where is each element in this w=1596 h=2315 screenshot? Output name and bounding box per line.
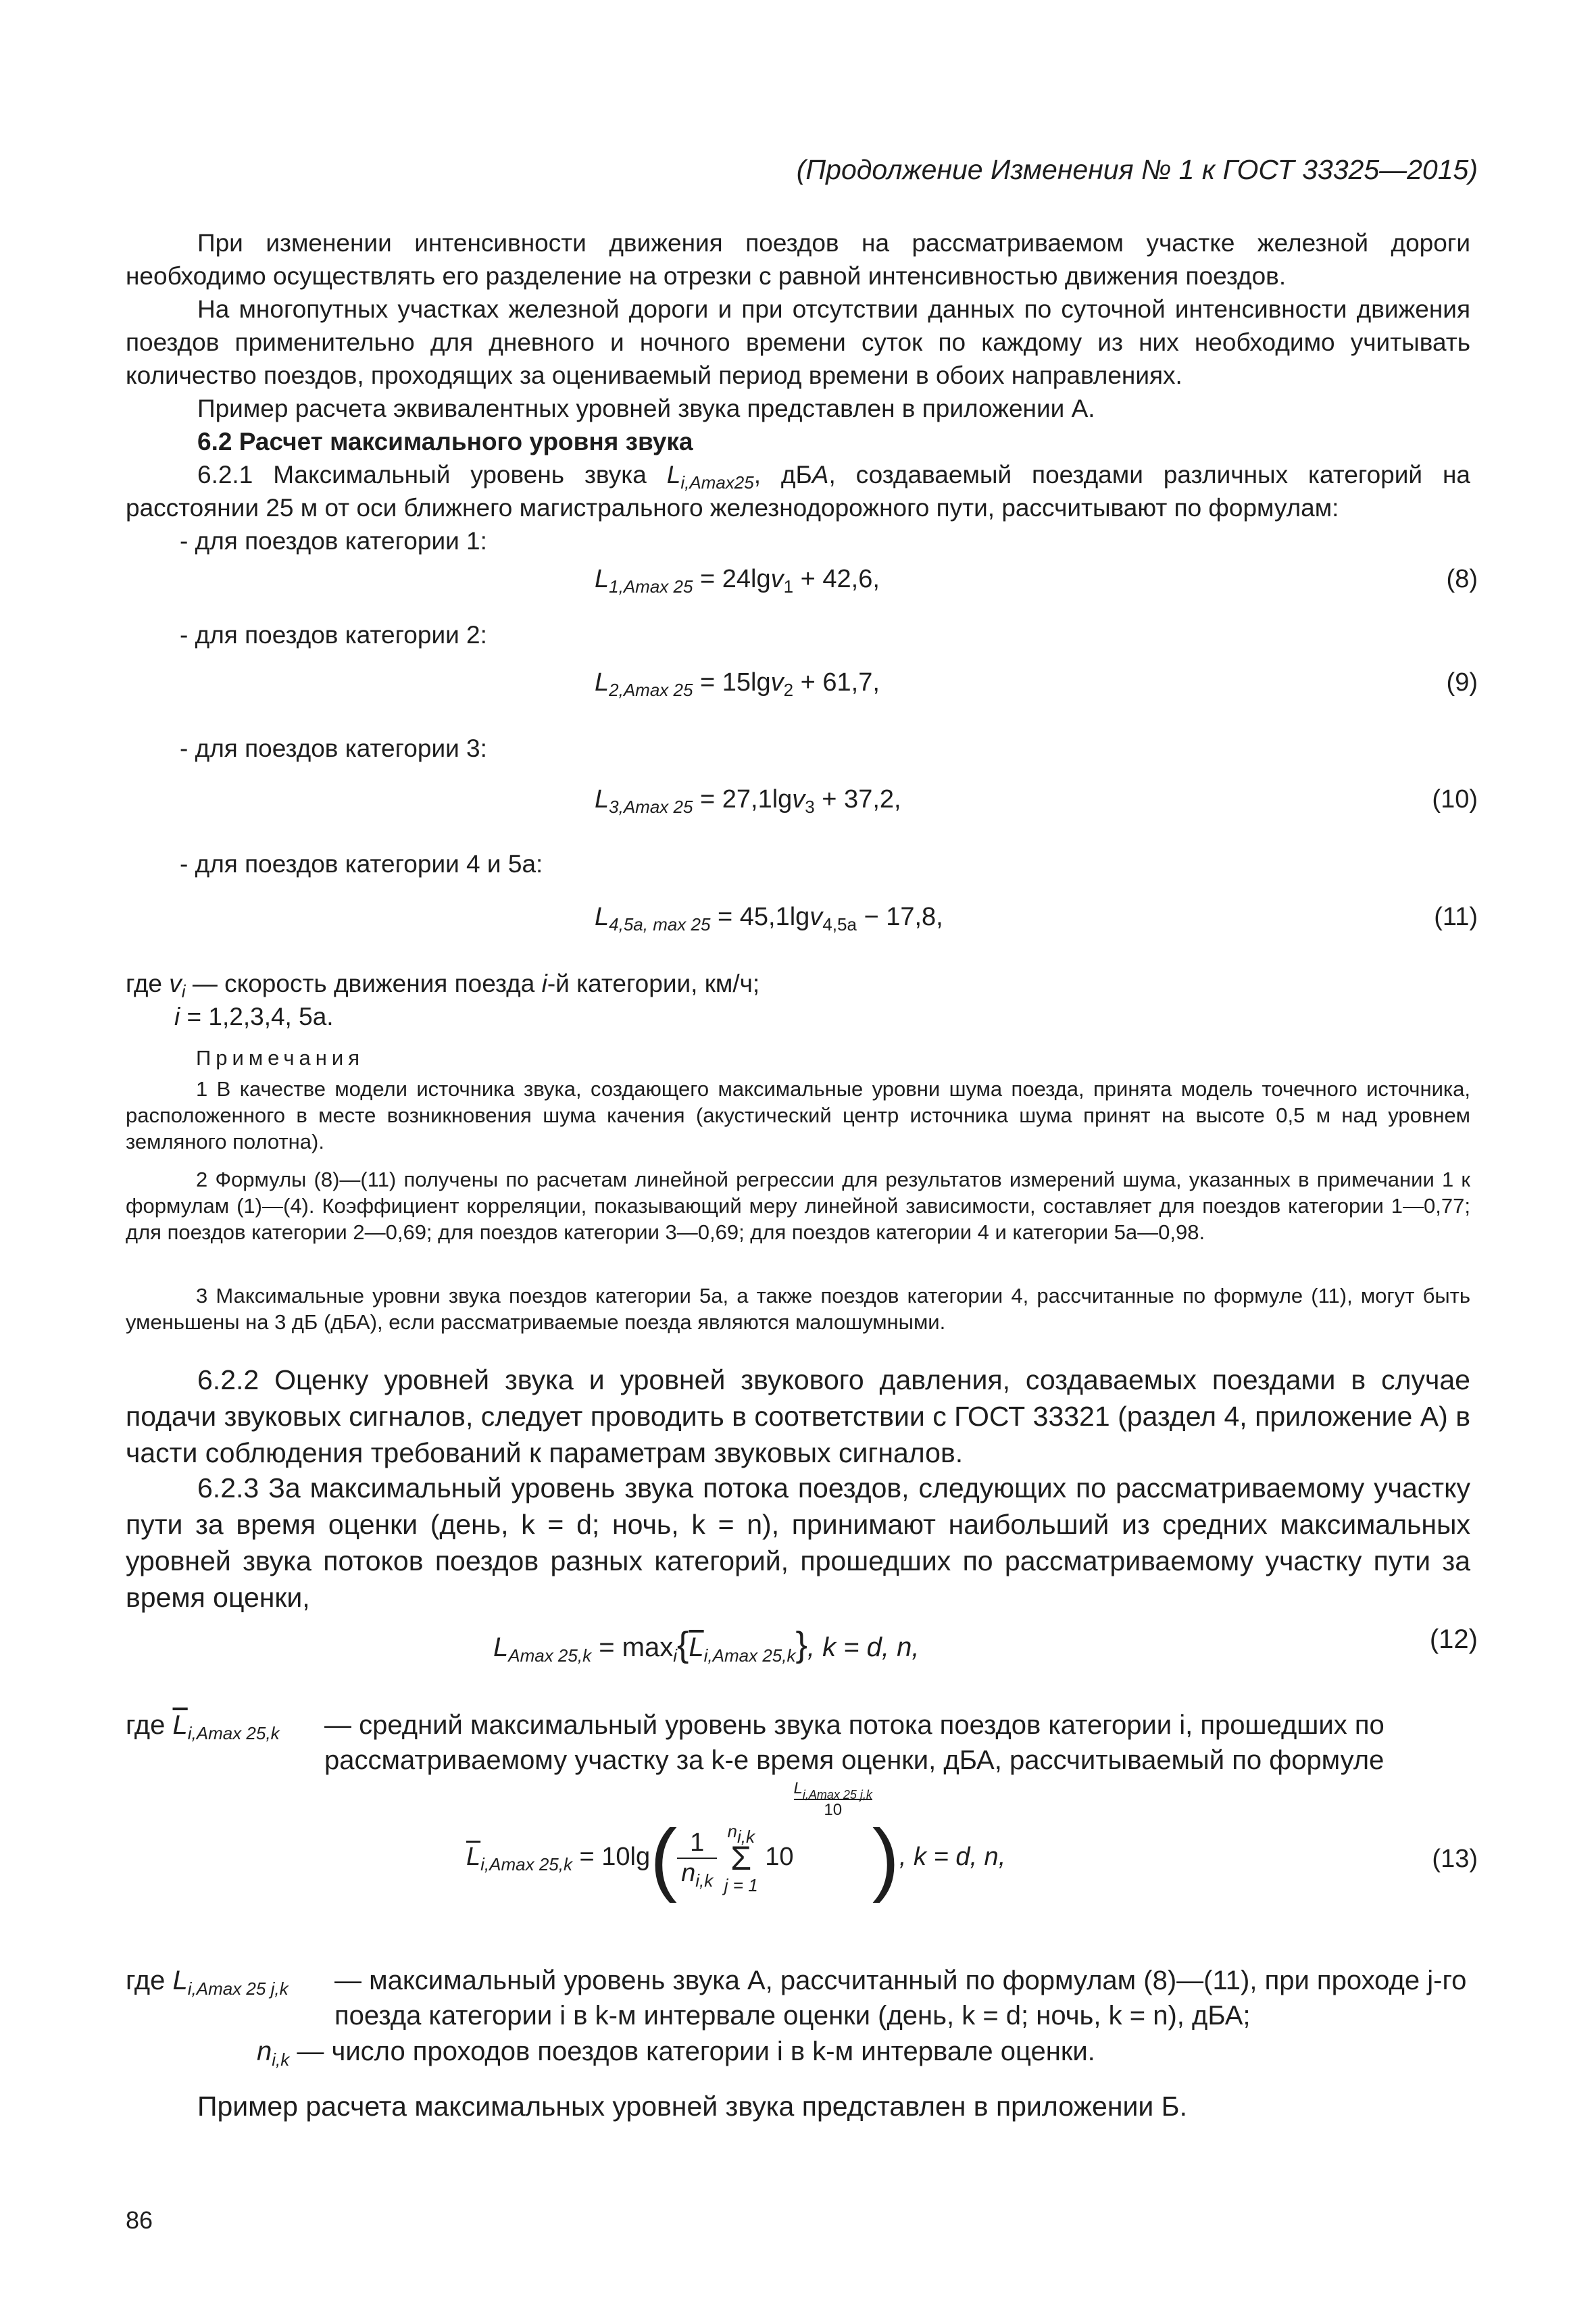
where-velocity: где $v_i$ — скорость движения поезда i-й категории, км/ч;	[126, 970, 760, 1001]
where-max-level-symbol: где $L_{i,Amax 25 j,k}$	[126, 1966, 289, 1999]
label-category-3: - для поездов категории 3:	[180, 735, 487, 762]
page-number: 86	[126, 2206, 153, 2234]
equation-number: (9)	[1446, 668, 1478, 697]
equation-number: (10)	[1432, 785, 1478, 814]
paragraph-6-2-2: 6.2.2 Оценку уровней звука и уровней звукового давления, создаваемых поездами в случае подачи звуковых сигналов, следует проводить в соответствии с ГОСТ 33321 (раздел 4, приложение А) в части соблюдения требований к параметрам звуковых сигналов.	[126, 1364, 1470, 1468]
where-average-level-symbol: где $\overline{L}_{i,Amax 25,k}$	[126, 1710, 280, 1743]
where-pass-count: $n_{i,k}$ — число проходов поездов категории i в k-м интервале оценки.	[257, 2037, 1095, 2070]
paragraph-multitrack: На многопутных участках железной дороги и при отсутствии данных по суточной интенсивности движения поездов применительно для дневного и ночного времени суток по каждому из них необходимо учитывать количество поездов, проходящих за оцениваемый период времени в обоих направлениях.	[126, 295, 1470, 389]
note-2: 2 Формулы (8)—(11) получены по расчетам линейной регрессии для результатов измерений шума, указанных в примечании 1 к формулам (1)—(4). Коэффициент корреляции, показывающий меру линейной зависимости, составляет для поездов категории 1—0,77; для поездов категории 2—0,69; для поездов категории 3—0,69; для поездов категории 4 и категории 5а—0,98.	[126, 1168, 1470, 1244]
equation-number: (12)	[1429, 1624, 1478, 1654]
equation-number: (13)	[1432, 1845, 1478, 1873]
label-category-2: - для поездов категории 2:	[180, 621, 487, 649]
equation-11: $L_{4,5a, max 25} = 45,1\lg v_{4,5a} - 17,8$, (11)	[595, 903, 1478, 935]
where-max-level-text: — максимальный уровень звука А, рассчитанный по формулам (8)—(11), при проходе j-го поезда категории i в k-м интервале оценки (день, k = d; ночь, k = n), дБА;	[334, 1966, 1467, 2031]
equation-10: $L_{3,Amax 25} = 27,1\lg v_3 + 37,2$, (10)	[595, 785, 1478, 817]
label-category-1: - для поездов категории 1:	[180, 527, 487, 555]
paragraph-6-2-1: 6.2.1 Максимальный уровень звука $L_{i,Amax25}$, дБA, создаваемый поездами различных категорий на расстоянии 25 м от оси ближнего магистрального железнодорожного пути, рассчитывают по формулам:	[126, 461, 1470, 522]
note-3: 3 Максимальные уровни звука поездов категории 5а, а также поездов категории 4, рассчитанные по формуле (11), могут быть уменьшены на 3 дБ (дБА), если рассматриваемые поезда являются малошумными.	[126, 1284, 1470, 1334]
equation-8: $L_{1,Amax 25} = 24\lg v_1 + 42,6$, (8)	[595, 565, 1478, 597]
equation-9: $L_{2,Amax 25} = 15\lg v_2 + 61,7$, (9)	[595, 668, 1478, 700]
equation-number: (11)	[1434, 903, 1478, 931]
section-title: 6.2 Расчет максимального уровня звука	[197, 428, 693, 455]
paragraph-intensity: При изменении интенсивности движения поездов на рассматриваемом участке железной дороги необходимо осуществлять его разделение на отрезки с равной интенсивностью движения поездов.	[126, 229, 1470, 290]
equation-12: $L_{Amax 25,k} = \max_i\{\overline{L}_{i,Amax 25,k}\}$, k = d, n, (12)	[493, 1624, 1478, 1666]
equation-number: (8)	[1446, 565, 1478, 593]
paragraph-example-a: Пример расчета эквивалентных уровней звука представлен в приложении А.	[197, 395, 1095, 422]
where-index: i = 1,2,3,4, 5а.	[174, 1003, 334, 1030]
note-1: 1 В качестве модели источника звука, создающего максимальные уровни шума поезда, принята модель точечного источника, расположенного в месте возникновения шума качения (акустический центр источника шума принят на высоте 0,5 м над уровнем земляного полотна).	[126, 1077, 1470, 1153]
where-average-level-text: — средний максимальный уровень звука потока поездов категории i, прошедших по рассматриваемому участку за k-е время оценки, дБА, рассчитываемый по формуле	[324, 1710, 1385, 1775]
continuation-header: (Продолжение Изменения № 1 к ГОСТ 33325—2015)	[796, 154, 1478, 185]
notes-title: Примечания	[196, 1046, 364, 1070]
equation-13: $\overline{L}_{i,Amax 25,k} = 10\lg$( $\frac{1}{n_{i,k}}$ $n_{i,k}$ Σ j = 1 10 $L_{i,Amax 25 j,k}$ 10), k = d, n, (13)	[466, 1779, 1478, 1903]
paragraph-6-2-3: 6.2.3 За максимальный уровень звука потока поездов, следующих по рассматриваемому участку пути за время оценки (день, k = d; ночь, k = n), принимают наибольший из средних максимальных уровней звука потоков поездов разных категорий, прошедших по рассматриваемому участку пути за время оценки,	[126, 1472, 1470, 1613]
label-category-4: - для поездов категории 4 и 5а:	[180, 850, 543, 878]
paragraph-example-b: Пример расчета максимальных уровней звука представлен в приложении Б.	[197, 2091, 1187, 2122]
